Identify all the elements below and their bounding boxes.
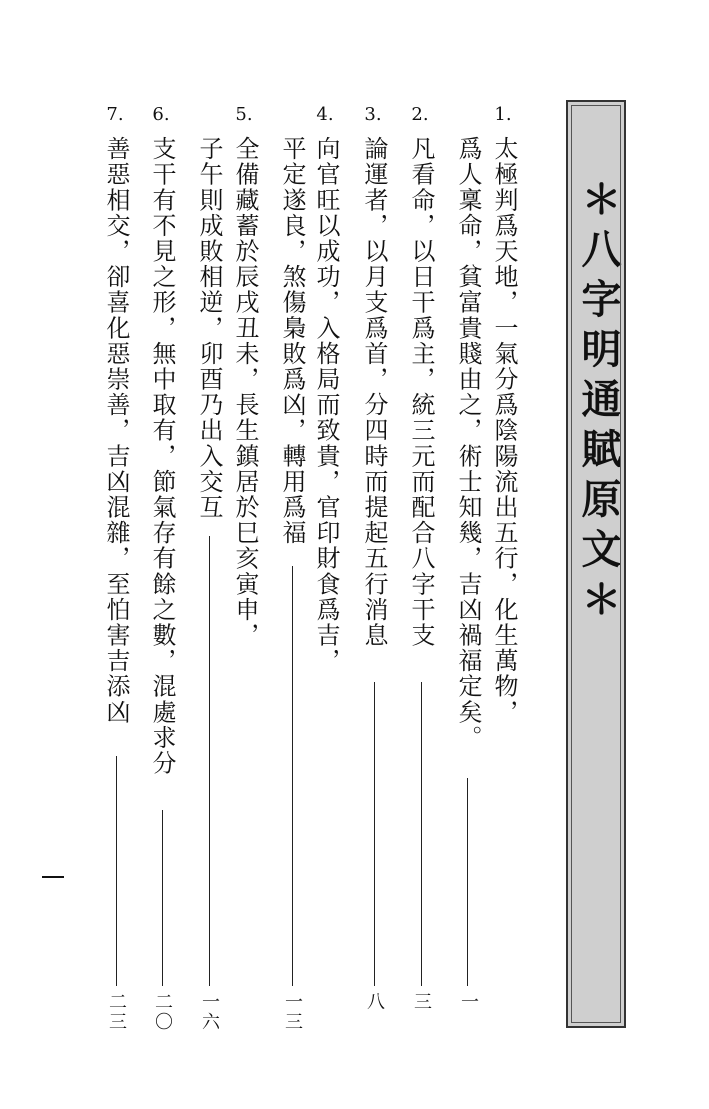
entry-5-line-1: 全備藏蓄於辰戌丑未，長生鎮居於巳亥寅申， xyxy=(231,136,259,648)
entry-4-leader xyxy=(292,566,293,986)
entry-3-number: 3. xyxy=(364,104,382,125)
entry-1-number: 1. xyxy=(494,104,512,125)
entry-1-line-1: 太極判爲天地，一氣分爲陰陽流出五行，化生萬物， xyxy=(490,136,518,725)
entry-6-number: 6. xyxy=(152,104,170,125)
entry-7-line-1: 善惡相交，卻喜化惡崇善，吉凶混雜，至怕害吉添凶 xyxy=(102,136,130,725)
entry-4-page: 一三 xyxy=(282,992,303,1032)
entry-5-line-2: 子午則成敗相逆，卯酉乃出入交互 xyxy=(195,136,223,520)
entry-1-leader xyxy=(467,778,468,986)
entry-4-number: 4. xyxy=(316,104,334,125)
entry-6-leader xyxy=(162,810,163,986)
page-title: ＊八字明通賦原文＊ xyxy=(575,178,622,628)
entry-6-page: 二〇 xyxy=(152,992,173,1032)
entry-1-page: 一 xyxy=(458,992,479,1012)
entry-5-page: 一六 xyxy=(199,992,220,1032)
page-folio xyxy=(42,876,64,878)
entry-1-line-2: 爲人稟命，貧富貴賤由之，術士知幾，吉凶禍福定矣。 xyxy=(454,136,482,751)
entry-5-number: 5. xyxy=(235,104,253,125)
entry-3-line-1: 論運者，以月支爲首，分四時而提起五行消息 xyxy=(360,136,388,648)
entry-4-line-1: 向官旺以成功，入格局而致貴，官印財食爲吉， xyxy=(312,136,340,674)
entry-2-page: 三 xyxy=(411,992,432,1012)
entry-7-page: 二三 xyxy=(106,992,127,1032)
entry-5-leader xyxy=(209,536,210,986)
entry-4-line-2: 平定遂良，煞傷梟敗爲凶，轉用爲福 xyxy=(278,136,306,546)
entry-2-number: 2. xyxy=(411,104,429,125)
entry-3-leader xyxy=(374,682,375,986)
entry-7-leader xyxy=(116,756,117,986)
entry-3-page: 八 xyxy=(364,992,385,1012)
entry-7-number: 7. xyxy=(106,104,124,125)
entry-2-line-1: 凡看命，以日干爲主，統三元而配合八字干支 xyxy=(407,136,435,648)
entry-2-leader xyxy=(421,682,422,986)
entry-6-line-1: 支干有不見之形，無中取有，節氣存有餘之數，混處求分 xyxy=(148,136,176,776)
title-panel xyxy=(566,100,626,1028)
